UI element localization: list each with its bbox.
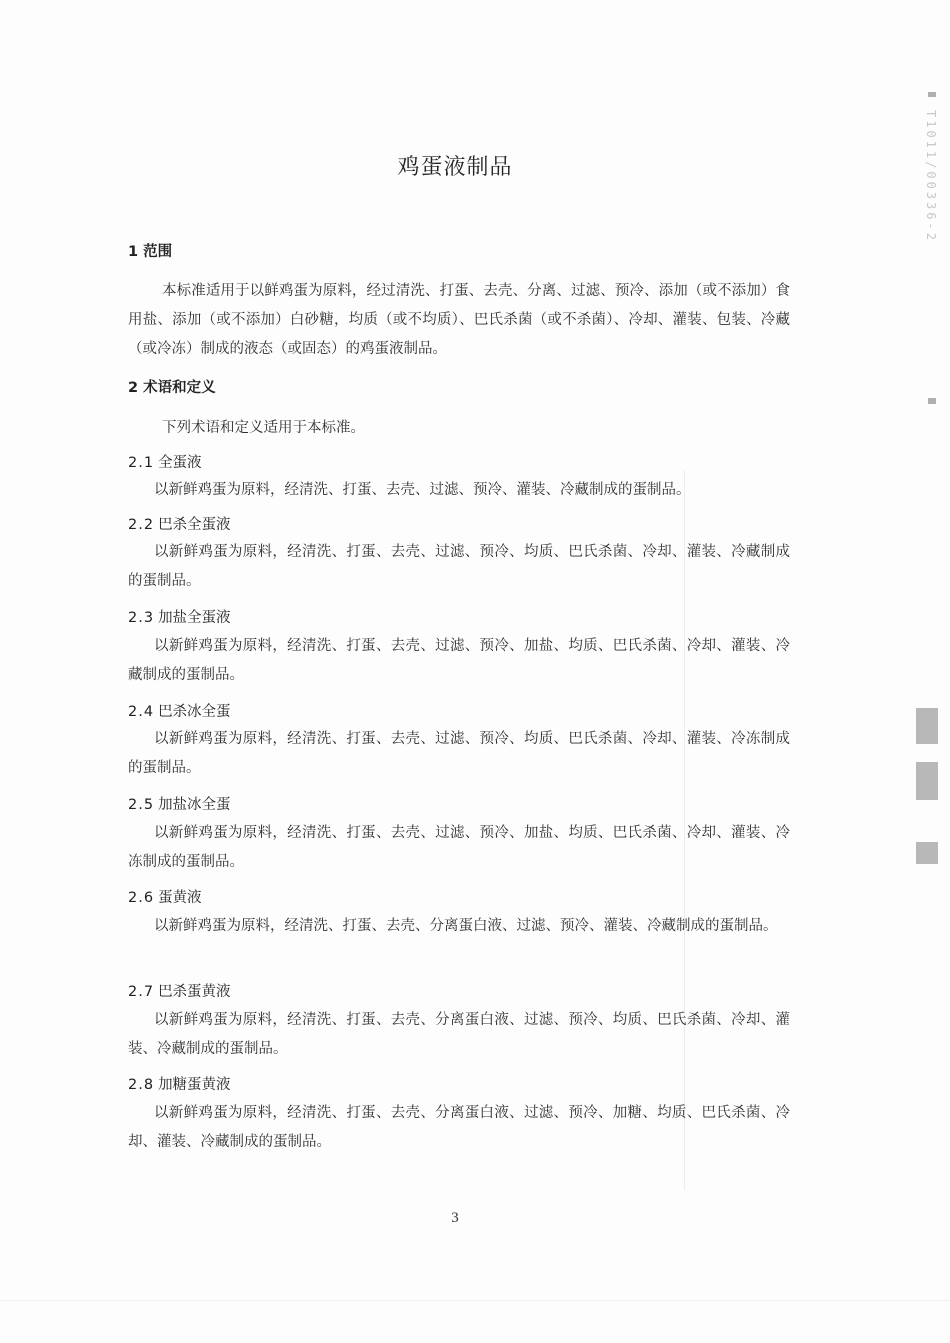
seal-fragment: [916, 762, 938, 800]
binding-edge-mark: [928, 398, 936, 404]
scope-paragraph: 本标准适用于以鲜鸡蛋为原料，经过清洗、打蛋、去壳、分离、过滤、预冷、添加（或不添加）食用盐、添加（或不添加）白砂糖，均质（或不均质）、巴氏杀菌（或不杀菌）、冷却、灌装、包装、冷藏（或冷冻）制成的液态（或固态）的鸡蛋液制品。: [128, 283, 790, 357]
term-definition-2-6: 以新鲜鸡蛋为原料，经清洗、打蛋、去壳、分离蛋白液、过滤、预冷、灌装、冷藏制成的蛋制品。: [154, 918, 778, 934]
term-name: 加盐冰全蛋: [158, 797, 231, 813]
term-heading-2-2: [128, 513, 231, 534]
term-name: 加糖蛋黄液: [158, 1077, 231, 1093]
term-name: 巴杀冰全蛋: [158, 704, 231, 720]
term-heading-2-5: [128, 793, 231, 814]
term-definition-2-2: 以新鲜鸡蛋为原料，经清洗、打蛋、去壳、过滤、预冷、均质、巴氏杀菌、冷却、灌装、冷藏制成的蛋制品。: [128, 544, 790, 589]
term-number: 2.6: [128, 890, 155, 906]
seal-fragment: [916, 708, 938, 744]
term-definition-2-5: 以新鲜鸡蛋为原料，经清洗、打蛋、去壳、过滤、预冷、加盐、均质、巴氏杀菌、冷却、灌装、冷冻制成的蛋制品。: [128, 825, 790, 870]
term-definition-2-1: 以新鲜鸡蛋为原料，经清洗、打蛋、去壳、过滤、预冷、灌装、冷藏制成的蛋制品。: [154, 482, 691, 498]
term-number: 2.3: [128, 610, 155, 626]
term-number: 2.8: [128, 1077, 155, 1093]
term-heading-2-6: [128, 886, 202, 907]
term-name: 巴杀蛋黄液: [158, 984, 231, 1000]
term-definition-2-8: 以新鲜鸡蛋为原料，经清洗、打蛋、去壳、分离蛋白液、过滤、预冷、加糖、均质、巴氏杀菌、冷却、灌装、冷藏制成的蛋制品。: [128, 1105, 790, 1150]
term-heading-2-7: [128, 980, 231, 1001]
term-name: 巴杀全蛋液: [158, 517, 231, 533]
term-number: 2.2: [128, 517, 155, 533]
terms-intro-paragraph: 下列术语和定义适用于本标准。: [162, 420, 365, 436]
page-number: 3: [451, 1210, 459, 1226]
binding-margin-code: T1011/00336-2: [924, 110, 938, 243]
term-definition-2-4: 以新鲜鸡蛋为原料，经清洗、打蛋、去壳、过滤、预冷、均质、巴氏杀菌、冷却、灌装、冷冻制成的蛋制品。: [128, 731, 790, 776]
binding-edge-mark: [928, 92, 936, 97]
term-heading-2-1: [128, 451, 202, 472]
term-heading-2-8: [128, 1073, 231, 1094]
term-definition-2-7: 以新鲜鸡蛋为原料，经清洗、打蛋、去壳、分离蛋白液、过滤、预冷、均质、巴氏杀菌、冷却、灌装、冷藏制成的蛋制品。: [128, 1012, 790, 1057]
section-heading-terms: 2 术语和定义: [128, 380, 216, 396]
term-name: 蛋黄液: [158, 890, 202, 906]
term-heading-2-4: [128, 700, 231, 721]
term-name: 全蛋液: [158, 455, 202, 471]
term-number: 2.5: [128, 797, 155, 813]
scan-bottom-line: [0, 1300, 950, 1301]
term-number: 2.7: [128, 984, 155, 1000]
term-number: 2.1: [128, 455, 155, 471]
term-name: 加盐全蛋液: [158, 610, 231, 626]
section-heading-scope: 1 范围: [128, 244, 173, 260]
seal-fragment: [916, 842, 938, 864]
term-heading-2-3: [128, 606, 231, 627]
term-number: 2.4: [128, 704, 155, 720]
term-definition-2-3: 以新鲜鸡蛋为原料，经清洗、打蛋、去壳、过滤、预冷、加盐、均质、巴氏杀菌、冷却、灌装、冷藏制成的蛋制品。: [128, 638, 790, 683]
page-title: 鸡蛋液制品: [397, 155, 513, 180]
